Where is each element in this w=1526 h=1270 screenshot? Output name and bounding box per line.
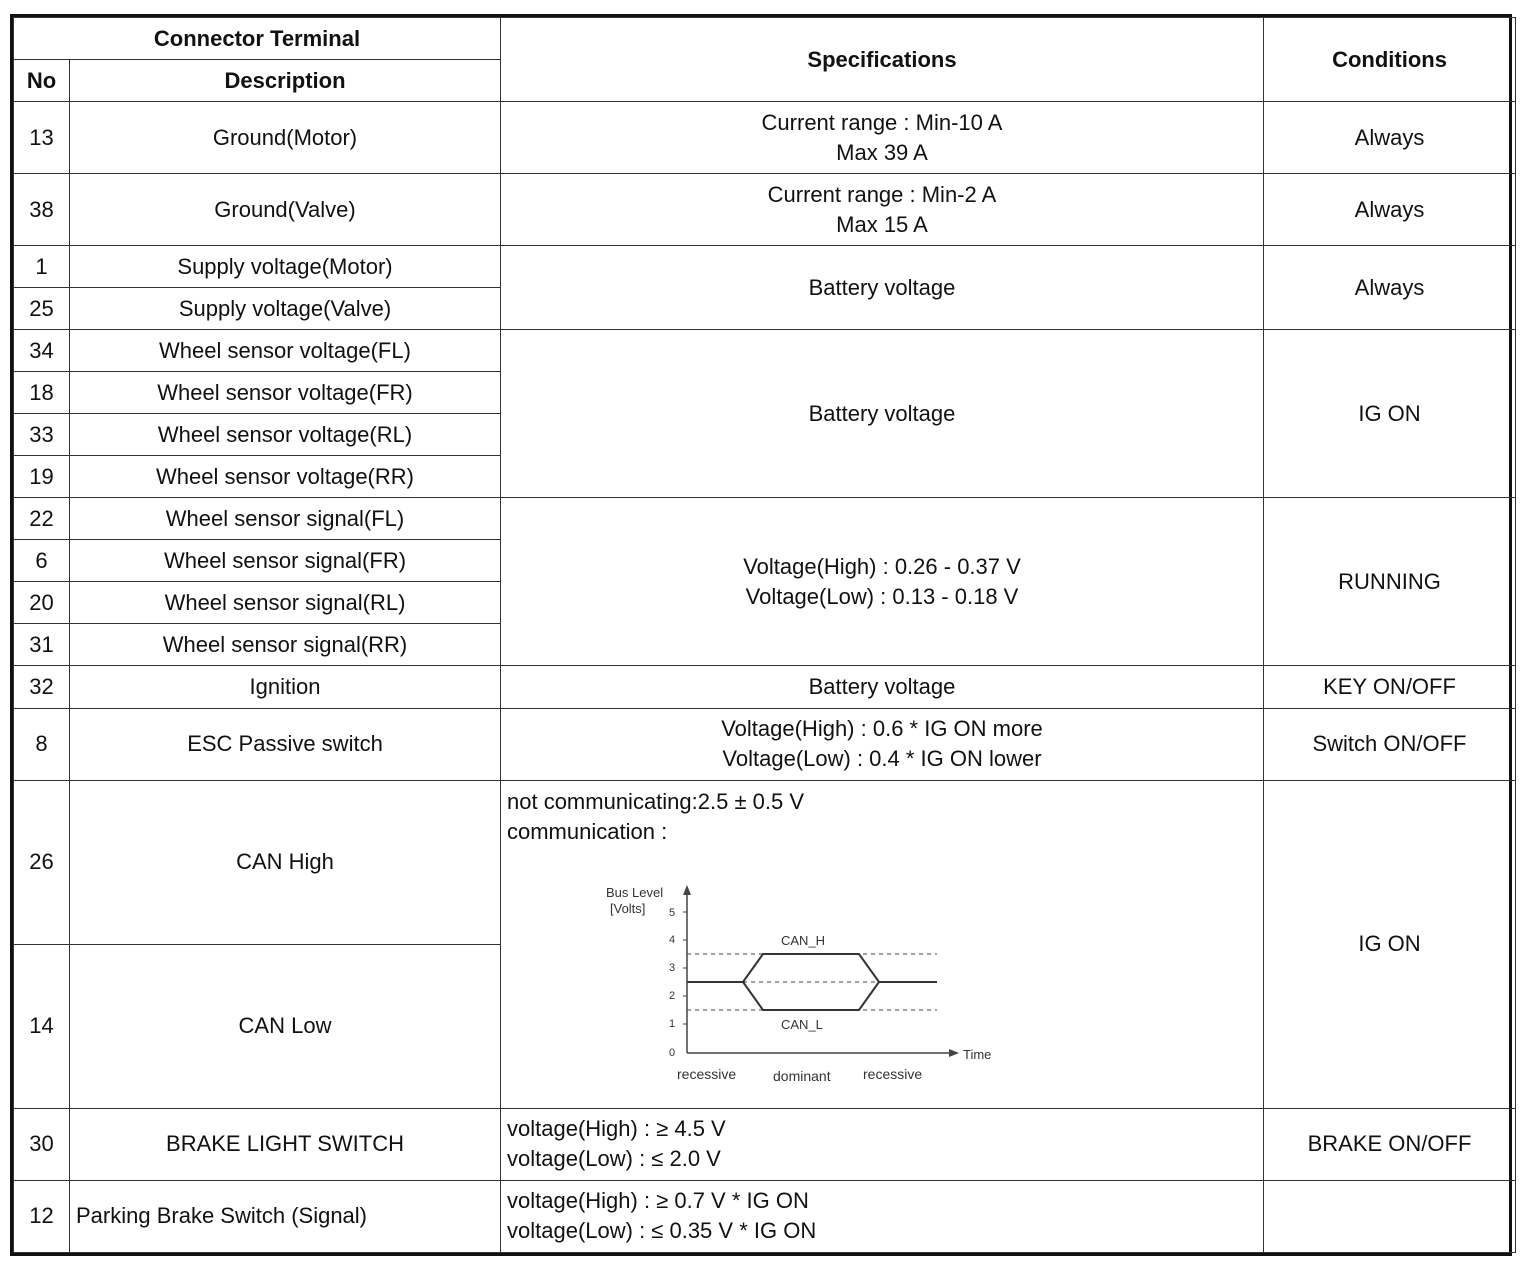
terminal-no: 1 [14, 246, 70, 288]
table-row [14, 330, 1516, 372]
can-h-label: CAN_H [781, 932, 826, 948]
table-row [14, 174, 1516, 246]
terminal-description: CAN Low [70, 944, 501, 1108]
y-tick-label: 3 [669, 961, 676, 974]
spec-cell [501, 102, 1264, 174]
terminal-no: 22 [14, 498, 70, 540]
terminal-description: Supply voltage(Valve) [70, 288, 501, 330]
y-axis-label: Bus Level [606, 884, 664, 900]
y-tick-label: 1 [669, 1017, 676, 1030]
condition-cell: Always [1264, 102, 1516, 174]
spec-line: Current range : Min-2 A [767, 181, 997, 207]
terminal-description: Wheel sensor voltage(FL) [70, 330, 501, 372]
x-axis-arrow-icon [949, 1049, 959, 1057]
y-tick-label: 0 [669, 1046, 676, 1059]
spec-line: not communicating:2.5 ± 0.5 V [507, 788, 805, 814]
spec-line: voltage(Low) : ≤ 2.0 V [507, 1146, 721, 1172]
y-axis-unit: [Volts] [610, 900, 646, 916]
spec-cell [501, 174, 1264, 246]
phase-label: recessive [677, 1065, 737, 1082]
y-tick-label: 2 [669, 989, 676, 1002]
terminal-no: 38 [14, 174, 70, 246]
conditions-header: Conditions [1264, 18, 1516, 102]
spec-cell [501, 708, 1264, 780]
can-bus-svg [601, 877, 1041, 1097]
terminal-no: 30 [14, 1108, 70, 1180]
spec-cell: Battery voltage [501, 330, 1264, 498]
can-l-label: CAN_L [781, 1016, 823, 1032]
spec-line: voltage(Low) : ≤ 0.35 V * IG ON [507, 1218, 817, 1244]
spec-cell [501, 1108, 1264, 1180]
terminal-description: BRAKE LIGHT SWITCH [70, 1108, 501, 1180]
spec-cell: Battery voltage [501, 666, 1264, 708]
can-l-trace [743, 982, 879, 1010]
spec-line: Current range : Min-10 A [761, 109, 1003, 135]
can-h-trace [687, 954, 937, 982]
y-tick-label: 4 [669, 933, 676, 946]
spec-line: communication : [507, 818, 668, 844]
condition-cell: IG ON [1264, 330, 1516, 498]
x-axis-label: Time [963, 1046, 992, 1062]
spec-cell: Battery voltage [501, 246, 1264, 330]
table-row [14, 498, 1516, 540]
phase-label: dominant [773, 1067, 831, 1084]
connector-spec-table [13, 17, 1516, 1253]
spec-cell [501, 1180, 1264, 1252]
terminal-description: Ignition [70, 666, 501, 708]
spec-line: Voltage(High) : 0.6 * IG ON more [721, 716, 1043, 742]
y-axis-arrow-icon [683, 885, 691, 895]
condition-cell: Always [1264, 246, 1516, 330]
terminal-no: 8 [14, 708, 70, 780]
spec-line: Max 39 A [836, 139, 928, 165]
terminal-no: 26 [14, 780, 70, 944]
phase-label: recessive [863, 1065, 923, 1082]
terminal-description: Supply voltage(Motor) [70, 246, 501, 288]
terminal-description: Ground(Valve) [70, 174, 501, 246]
terminal-description: Wheel sensor voltage(FR) [70, 372, 501, 414]
terminal-no: 6 [14, 540, 70, 582]
terminal-description: Wheel sensor voltage(RR) [70, 456, 501, 498]
connector-spec-table-frame [10, 14, 1512, 1256]
terminal-no: 18 [14, 372, 70, 414]
spec-line: voltage(High) : ≥ 4.5 V [507, 1116, 726, 1142]
terminal-no: 20 [14, 582, 70, 624]
terminal-description: Wheel sensor signal(RR) [70, 624, 501, 666]
spec-line: voltage(High) : ≥ 0.7 V * IG ON [507, 1188, 809, 1214]
terminal-description: Wheel sensor signal(FR) [70, 540, 501, 582]
terminal-description: ESC Passive switch [70, 708, 501, 780]
no-header: No [14, 60, 70, 102]
condition-cell: RUNNING [1264, 498, 1516, 666]
spec-line: Max 15 A [836, 211, 928, 237]
terminal-description: CAN High [70, 780, 501, 944]
specifications-header: Specifications [501, 18, 1264, 102]
table-row [14, 780, 1516, 944]
condition-cell: IG ON [1264, 780, 1516, 1108]
spec-line: Voltage(Low) : 0.4 * IG ON lower [722, 746, 1042, 772]
condition-cell [1264, 1180, 1516, 1252]
table-row [14, 102, 1516, 174]
spec-cell [501, 498, 1264, 666]
terminal-description: Wheel sensor signal(FL) [70, 498, 501, 540]
terminal-no: 34 [14, 330, 70, 372]
y-tick-label: 5 [669, 906, 676, 919]
table-row [14, 1108, 1516, 1180]
can-bus-level-diagram [601, 877, 1041, 1097]
terminal-description: Wheel sensor voltage(RL) [70, 414, 501, 456]
terminal-description: Ground(Motor) [70, 102, 501, 174]
description-header: Description [70, 60, 501, 102]
terminal-no: 19 [14, 456, 70, 498]
table-row [14, 246, 1516, 288]
terminal-no: 14 [14, 944, 70, 1108]
terminal-no: 12 [14, 1180, 70, 1252]
terminal-description: Parking Brake Switch (Signal) [70, 1180, 501, 1252]
condition-cell: Always [1264, 174, 1516, 246]
spec-line: Voltage(High) : 0.26 - 0.37 V [743, 553, 1021, 579]
table-row [14, 666, 1516, 708]
terminal-description: Wheel sensor signal(RL) [70, 582, 501, 624]
spec-line: Voltage(Low) : 0.13 - 0.18 V [745, 583, 1019, 609]
terminal-no: 13 [14, 102, 70, 174]
condition-cell: KEY ON/OFF [1264, 666, 1516, 708]
condition-cell: Switch ON/OFF [1264, 708, 1516, 780]
table-row [14, 708, 1516, 780]
can-spec-cell [501, 780, 1264, 1108]
terminal-no: 33 [14, 414, 70, 456]
terminal-no: 32 [14, 666, 70, 708]
terminal-no: 31 [14, 624, 70, 666]
connector-terminal-header: Connector Terminal [14, 18, 501, 60]
terminal-no: 25 [14, 288, 70, 330]
table-row [14, 1180, 1516, 1252]
condition-cell: BRAKE ON/OFF [1264, 1108, 1516, 1180]
